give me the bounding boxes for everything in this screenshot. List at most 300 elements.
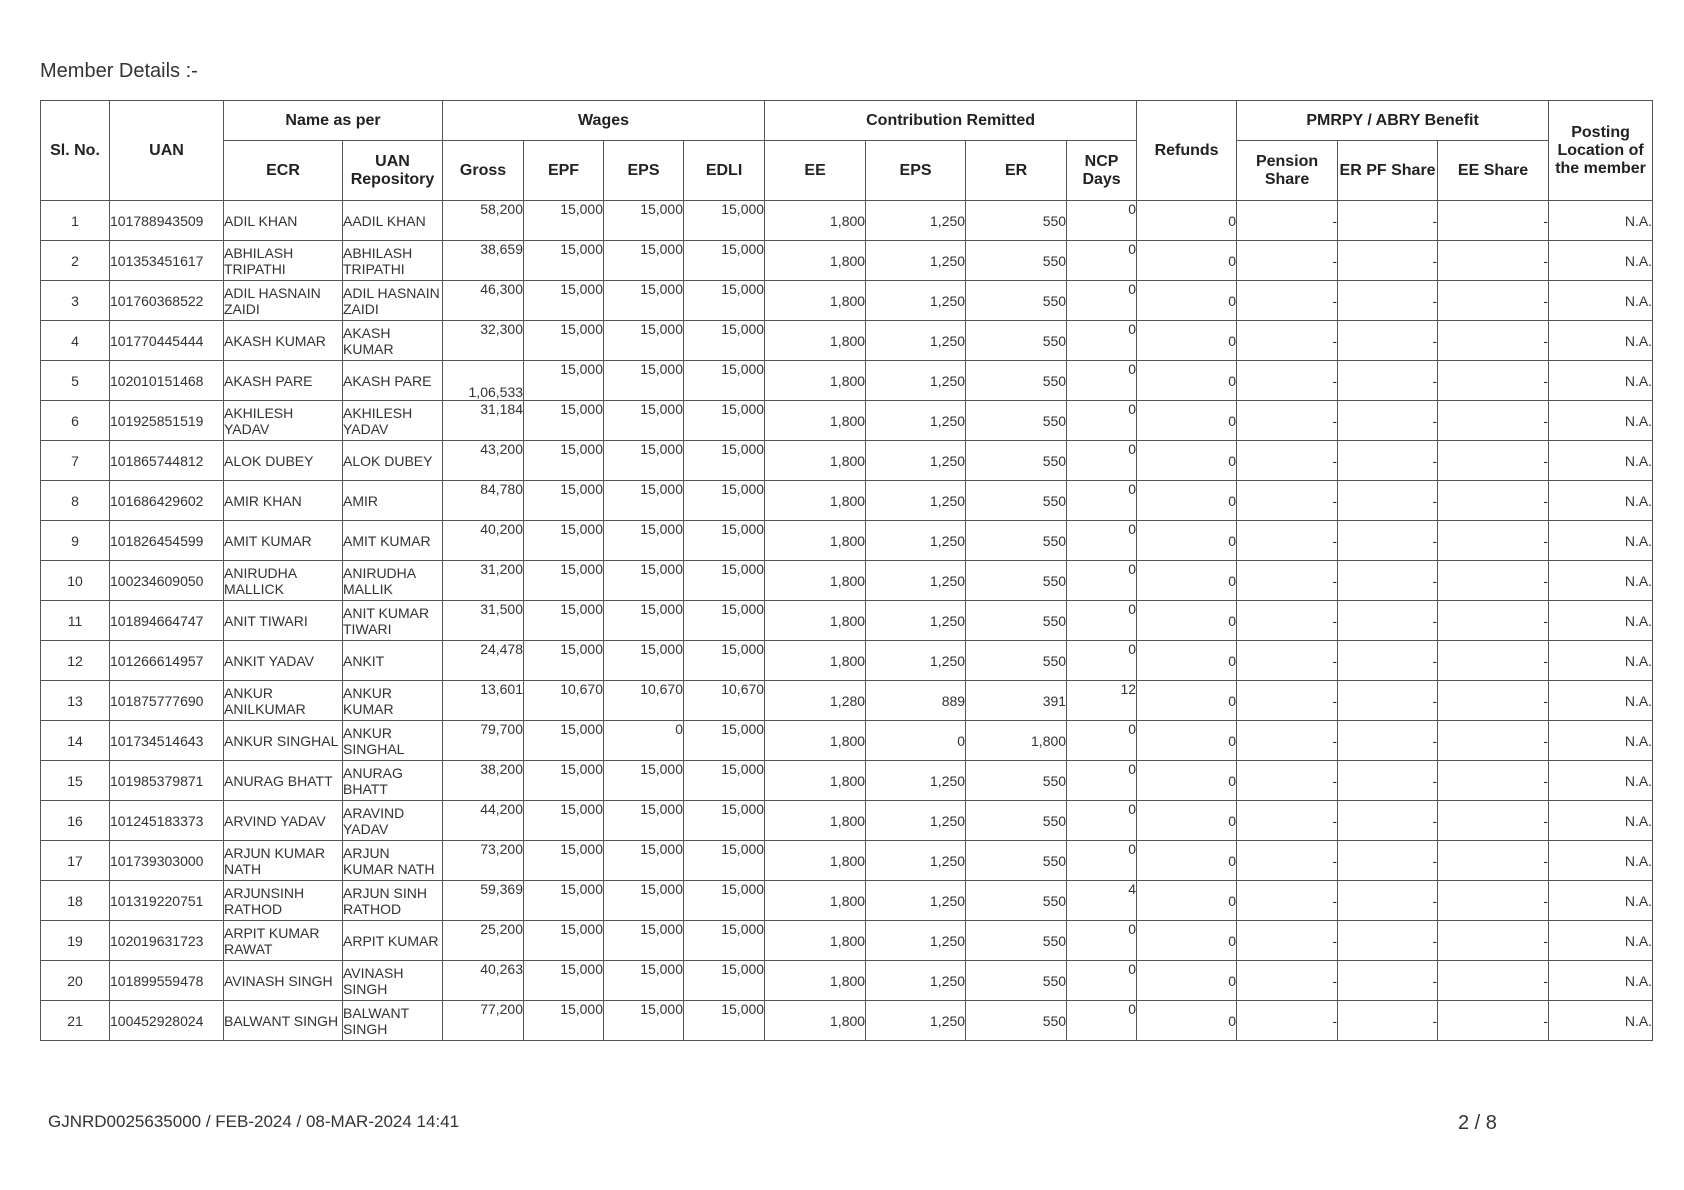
cell-sl-no: 4 bbox=[41, 321, 110, 361]
cell-refunds: 0 bbox=[1137, 721, 1237, 761]
cell-epf: 15,000 bbox=[524, 201, 604, 241]
table-row bbox=[41, 401, 1653, 441]
cell-ncp-days: 0 bbox=[1067, 241, 1137, 281]
cell-name-uan-repository: ADIL HASNAIN ZAIDI bbox=[343, 281, 443, 321]
cell-uan: 102019631723 bbox=[110, 921, 224, 961]
cell-gross: 1,06,533 bbox=[443, 361, 524, 401]
cell-uan: 101770445444 bbox=[110, 321, 224, 361]
cell-pension-share: - bbox=[1237, 641, 1338, 681]
table-row bbox=[41, 801, 1653, 841]
cell-uan: 101925851519 bbox=[110, 401, 224, 441]
cell-gross: 77,200 bbox=[443, 1001, 524, 1041]
cell-eps-contribution: 1,250 bbox=[866, 441, 966, 481]
cell-eps-contribution: 1,250 bbox=[866, 361, 966, 401]
cell-uan: 101894664747 bbox=[110, 601, 224, 641]
cell-er-pf-share: - bbox=[1338, 241, 1438, 281]
cell-edli: 15,000 bbox=[684, 201, 765, 241]
cell-pension-share: - bbox=[1237, 761, 1338, 801]
cell-uan: 101985379871 bbox=[110, 761, 224, 801]
cell-eps-wages: 0 bbox=[604, 721, 684, 761]
cell-ncp-days: 0 bbox=[1067, 961, 1137, 1001]
cell-refunds: 0 bbox=[1137, 841, 1237, 881]
cell-uan: 101826454599 bbox=[110, 521, 224, 561]
cell-gross: 44,200 bbox=[443, 801, 524, 841]
cell-name-ecr: AMIR KHAN bbox=[224, 481, 343, 521]
cell-gross: 84,780 bbox=[443, 481, 524, 521]
cell-eps-wages: 15,000 bbox=[604, 601, 684, 641]
cell-pension-share: - bbox=[1237, 281, 1338, 321]
cell-refunds: 0 bbox=[1137, 561, 1237, 601]
cell-posting-location: N.A. bbox=[1549, 921, 1653, 961]
cell-pension-share: - bbox=[1237, 561, 1338, 601]
cell-edli: 15,000 bbox=[684, 321, 765, 361]
header-eps-wages: EPS bbox=[604, 141, 684, 201]
cell-ncp-days: 0 bbox=[1067, 561, 1137, 601]
cell-epf: 10,670 bbox=[524, 681, 604, 721]
cell-er: 550 bbox=[966, 601, 1067, 641]
header-pension-share: Pension Share bbox=[1237, 141, 1338, 201]
cell-eps-wages: 15,000 bbox=[604, 1001, 684, 1041]
cell-ee-share: - bbox=[1438, 561, 1549, 601]
cell-ncp-days: 0 bbox=[1067, 401, 1137, 441]
cell-er-pf-share: - bbox=[1338, 641, 1438, 681]
cell-sl-no: 6 bbox=[41, 401, 110, 441]
cell-epf: 15,000 bbox=[524, 601, 604, 641]
cell-edli: 15,000 bbox=[684, 281, 765, 321]
cell-edli: 15,000 bbox=[684, 961, 765, 1001]
cell-ncp-days: 0 bbox=[1067, 1001, 1137, 1041]
cell-er: 550 bbox=[966, 761, 1067, 801]
cell-ee-share: - bbox=[1438, 921, 1549, 961]
cell-er: 550 bbox=[966, 201, 1067, 241]
cell-eps-contribution: 1,250 bbox=[866, 881, 966, 921]
cell-uan: 101788943509 bbox=[110, 201, 224, 241]
cell-pension-share: - bbox=[1237, 841, 1338, 881]
cell-ncp-days: 4 bbox=[1067, 881, 1137, 921]
cell-er-pf-share: - bbox=[1338, 841, 1438, 881]
cell-uan: 101875777690 bbox=[110, 681, 224, 721]
cell-posting-location: N.A. bbox=[1549, 641, 1653, 681]
cell-epf: 15,000 bbox=[524, 841, 604, 881]
cell-refunds: 0 bbox=[1137, 641, 1237, 681]
cell-er: 550 bbox=[966, 841, 1067, 881]
cell-eps-wages: 15,000 bbox=[604, 321, 684, 361]
header-sl-no: Sl. No. bbox=[41, 101, 110, 201]
cell-er-pf-share: - bbox=[1338, 921, 1438, 961]
cell-uan: 101739303000 bbox=[110, 841, 224, 881]
cell-sl-no: 3 bbox=[41, 281, 110, 321]
cell-edli: 15,000 bbox=[684, 921, 765, 961]
cell-ncp-days: 0 bbox=[1067, 321, 1137, 361]
cell-ee: 1,800 bbox=[765, 561, 866, 601]
table-row bbox=[41, 921, 1653, 961]
cell-edli: 15,000 bbox=[684, 841, 765, 881]
cell-edli: 15,000 bbox=[684, 521, 765, 561]
cell-er-pf-share: - bbox=[1338, 281, 1438, 321]
cell-edli: 15,000 bbox=[684, 561, 765, 601]
cell-name-ecr: ALOK DUBEY bbox=[224, 441, 343, 481]
table-row bbox=[41, 561, 1653, 601]
cell-edli: 15,000 bbox=[684, 401, 765, 441]
cell-eps-wages: 10,670 bbox=[604, 681, 684, 721]
cell-sl-no: 13 bbox=[41, 681, 110, 721]
cell-name-ecr: BALWANT SINGH bbox=[224, 1001, 343, 1041]
cell-eps-wages: 15,000 bbox=[604, 441, 684, 481]
cell-edli: 15,000 bbox=[684, 801, 765, 841]
cell-eps-contribution: 889 bbox=[866, 681, 966, 721]
cell-name-uan-repository: ABHILASH TRIPATHI bbox=[343, 241, 443, 281]
table-row bbox=[41, 601, 1653, 641]
cell-ee: 1,280 bbox=[765, 681, 866, 721]
cell-er-pf-share: - bbox=[1338, 361, 1438, 401]
cell-refunds: 0 bbox=[1137, 401, 1237, 441]
cell-edli: 15,000 bbox=[684, 761, 765, 801]
cell-pension-share: - bbox=[1237, 1001, 1338, 1041]
cell-eps-wages: 15,000 bbox=[604, 281, 684, 321]
cell-uan: 101734514643 bbox=[110, 721, 224, 761]
cell-er-pf-share: - bbox=[1338, 401, 1438, 441]
header-pmrpy-abry-benefit: PMRPY / ABRY Benefit bbox=[1237, 101, 1549, 141]
cell-ee-share: - bbox=[1438, 201, 1549, 241]
cell-ee-share: - bbox=[1438, 881, 1549, 921]
cell-refunds: 0 bbox=[1137, 441, 1237, 481]
cell-posting-location: N.A. bbox=[1549, 561, 1653, 601]
cell-epf: 15,000 bbox=[524, 881, 604, 921]
cell-gross: 24,478 bbox=[443, 641, 524, 681]
header-posting-location: Posting Location of the member bbox=[1549, 101, 1653, 201]
cell-gross: 31,184 bbox=[443, 401, 524, 441]
cell-ee: 1,800 bbox=[765, 841, 866, 881]
cell-er: 550 bbox=[966, 481, 1067, 521]
cell-epf: 15,000 bbox=[524, 481, 604, 521]
cell-uan: 100452928024 bbox=[110, 1001, 224, 1041]
cell-name-uan-repository: AADIL KHAN bbox=[343, 201, 443, 241]
table-row bbox=[41, 361, 1653, 401]
cell-ncp-days: 12 bbox=[1067, 681, 1137, 721]
cell-ee: 1,800 bbox=[765, 961, 866, 1001]
cell-name-uan-repository: ARJUN SINH RATHOD bbox=[343, 881, 443, 921]
table-header bbox=[41, 101, 1653, 201]
cell-er-pf-share: - bbox=[1338, 441, 1438, 481]
header-gross: Gross bbox=[443, 141, 524, 201]
table-row bbox=[41, 481, 1653, 521]
cell-pension-share: - bbox=[1237, 921, 1338, 961]
cell-ee: 1,800 bbox=[765, 201, 866, 241]
cell-name-uan-repository: ANIT KUMAR TIWARI bbox=[343, 601, 443, 641]
cell-er: 550 bbox=[966, 881, 1067, 921]
cell-eps-wages: 15,000 bbox=[604, 961, 684, 1001]
cell-eps-contribution: 1,250 bbox=[866, 761, 966, 801]
cell-posting-location: N.A. bbox=[1549, 961, 1653, 1001]
cell-refunds: 0 bbox=[1137, 481, 1237, 521]
cell-uan: 101319220751 bbox=[110, 881, 224, 921]
cell-name-uan-repository: ANKUR SINGHAL bbox=[343, 721, 443, 761]
cell-pension-share: - bbox=[1237, 601, 1338, 641]
cell-eps-wages: 15,000 bbox=[604, 921, 684, 961]
cell-eps-contribution: 1,250 bbox=[866, 601, 966, 641]
cell-name-uan-repository: ARJUN KUMAR NATH bbox=[343, 841, 443, 881]
cell-er-pf-share: - bbox=[1338, 1001, 1438, 1041]
cell-pension-share: - bbox=[1237, 481, 1338, 521]
cell-edli: 15,000 bbox=[684, 721, 765, 761]
cell-sl-no: 18 bbox=[41, 881, 110, 921]
cell-posting-location: N.A. bbox=[1549, 681, 1653, 721]
cell-epf: 15,000 bbox=[524, 1001, 604, 1041]
cell-uan: 100234609050 bbox=[110, 561, 224, 601]
cell-sl-no: 9 bbox=[41, 521, 110, 561]
cell-er: 550 bbox=[966, 281, 1067, 321]
cell-name-ecr: ABHILASH TRIPATHI bbox=[224, 241, 343, 281]
cell-pension-share: - bbox=[1237, 361, 1338, 401]
cell-er: 550 bbox=[966, 801, 1067, 841]
cell-refunds: 0 bbox=[1137, 521, 1237, 561]
cell-ee: 1,800 bbox=[765, 241, 866, 281]
cell-ncp-days: 0 bbox=[1067, 601, 1137, 641]
cell-refunds: 0 bbox=[1137, 281, 1237, 321]
cell-name-uan-repository: AKHILESH YADAV bbox=[343, 401, 443, 441]
cell-uan: 102010151468 bbox=[110, 361, 224, 401]
cell-ee-share: - bbox=[1438, 281, 1549, 321]
header-contribution-remitted: Contribution Remitted bbox=[765, 101, 1137, 141]
cell-name-ecr: ARPIT KUMAR RAWAT bbox=[224, 921, 343, 961]
cell-ee: 1,800 bbox=[765, 761, 866, 801]
cell-edli: 15,000 bbox=[684, 441, 765, 481]
cell-er-pf-share: - bbox=[1338, 521, 1438, 561]
header-ee: EE bbox=[765, 141, 866, 201]
cell-sl-no: 16 bbox=[41, 801, 110, 841]
cell-ee-share: - bbox=[1438, 481, 1549, 521]
cell-uan: 101865744812 bbox=[110, 441, 224, 481]
cell-gross: 73,200 bbox=[443, 841, 524, 881]
cell-er-pf-share: - bbox=[1338, 201, 1438, 241]
cell-eps-wages: 15,000 bbox=[604, 841, 684, 881]
cell-er-pf-share: - bbox=[1338, 481, 1438, 521]
cell-name-uan-repository: ANIRUDHA MALLIK bbox=[343, 561, 443, 601]
cell-name-ecr: ANIT TIWARI bbox=[224, 601, 343, 641]
cell-ee: 1,800 bbox=[765, 361, 866, 401]
cell-refunds: 0 bbox=[1137, 761, 1237, 801]
table-row bbox=[41, 841, 1653, 881]
cell-ncp-days: 0 bbox=[1067, 801, 1137, 841]
cell-sl-no: 21 bbox=[41, 1001, 110, 1041]
table-row bbox=[41, 681, 1653, 721]
cell-eps-contribution: 1,250 bbox=[866, 641, 966, 681]
cell-name-uan-repository: BALWANT SINGH bbox=[343, 1001, 443, 1041]
cell-epf: 15,000 bbox=[524, 641, 604, 681]
header-wages: Wages bbox=[443, 101, 765, 141]
cell-eps-contribution: 1,250 bbox=[866, 481, 966, 521]
cell-ee-share: - bbox=[1438, 361, 1549, 401]
cell-er-pf-share: - bbox=[1338, 761, 1438, 801]
cell-er-pf-share: - bbox=[1338, 561, 1438, 601]
cell-name-uan-repository: AKASH KUMAR bbox=[343, 321, 443, 361]
cell-name-uan-repository: ANURAG BHATT bbox=[343, 761, 443, 801]
cell-ee: 1,800 bbox=[765, 321, 866, 361]
cell-pension-share: - bbox=[1237, 201, 1338, 241]
cell-eps-contribution: 1,250 bbox=[866, 561, 966, 601]
cell-refunds: 0 bbox=[1137, 921, 1237, 961]
cell-ee: 1,800 bbox=[765, 401, 866, 441]
cell-name-uan-repository: AMIR bbox=[343, 481, 443, 521]
cell-pension-share: - bbox=[1237, 801, 1338, 841]
cell-gross: 40,263 bbox=[443, 961, 524, 1001]
table-row bbox=[41, 961, 1653, 1001]
header-epf: EPF bbox=[524, 141, 604, 201]
cell-er-pf-share: - bbox=[1338, 681, 1438, 721]
cell-name-uan-repository: ANKUR KUMAR bbox=[343, 681, 443, 721]
cell-name-ecr: ARJUNSINH RATHOD bbox=[224, 881, 343, 921]
cell-gross: 46,300 bbox=[443, 281, 524, 321]
cell-ee-share: - bbox=[1438, 761, 1549, 801]
cell-er-pf-share: - bbox=[1338, 601, 1438, 641]
cell-gross: 40,200 bbox=[443, 521, 524, 561]
cell-eps-contribution: 1,250 bbox=[866, 281, 966, 321]
table-row bbox=[41, 201, 1653, 241]
cell-ncp-days: 0 bbox=[1067, 201, 1137, 241]
cell-pension-share: - bbox=[1237, 241, 1338, 281]
cell-er: 550 bbox=[966, 921, 1067, 961]
cell-uan: 101760368522 bbox=[110, 281, 224, 321]
cell-er-pf-share: - bbox=[1338, 321, 1438, 361]
cell-sl-no: 11 bbox=[41, 601, 110, 641]
cell-name-uan-repository: AKASH PARE bbox=[343, 361, 443, 401]
cell-eps-wages: 15,000 bbox=[604, 561, 684, 601]
cell-name-ecr: AKHILESH YADAV bbox=[224, 401, 343, 441]
cell-er: 550 bbox=[966, 361, 1067, 401]
cell-sl-no: 12 bbox=[41, 641, 110, 681]
cell-ncp-days: 0 bbox=[1067, 921, 1137, 961]
cell-name-ecr: AKASH PARE bbox=[224, 361, 343, 401]
section-title: Member Details :- bbox=[40, 60, 198, 82]
cell-ee-share: - bbox=[1438, 841, 1549, 881]
cell-gross: 25,200 bbox=[443, 921, 524, 961]
cell-posting-location: N.A. bbox=[1549, 801, 1653, 841]
cell-eps-wages: 15,000 bbox=[604, 201, 684, 241]
cell-eps-wages: 15,000 bbox=[604, 641, 684, 681]
cell-gross: 58,200 bbox=[443, 201, 524, 241]
cell-edli: 15,000 bbox=[684, 881, 765, 921]
cell-uan: 101245183373 bbox=[110, 801, 224, 841]
cell-gross: 43,200 bbox=[443, 441, 524, 481]
cell-eps-contribution: 1,250 bbox=[866, 201, 966, 241]
cell-sl-no: 14 bbox=[41, 721, 110, 761]
cell-ncp-days: 0 bbox=[1067, 441, 1137, 481]
cell-ee: 1,800 bbox=[765, 441, 866, 481]
cell-eps-wages: 15,000 bbox=[604, 361, 684, 401]
cell-eps-contribution: 1,250 bbox=[866, 321, 966, 361]
cell-eps-contribution: 1,250 bbox=[866, 961, 966, 1001]
cell-ee: 1,800 bbox=[765, 521, 866, 561]
cell-posting-location: N.A. bbox=[1549, 401, 1653, 441]
cell-pension-share: - bbox=[1237, 681, 1338, 721]
table-row bbox=[41, 721, 1653, 761]
cell-eps-contribution: 1,250 bbox=[866, 1001, 966, 1041]
header-ee-share: EE Share bbox=[1438, 141, 1549, 201]
cell-sl-no: 19 bbox=[41, 921, 110, 961]
cell-posting-location: N.A. bbox=[1549, 761, 1653, 801]
cell-ee-share: - bbox=[1438, 401, 1549, 441]
cell-eps-contribution: 0 bbox=[866, 721, 966, 761]
cell-ee-share: - bbox=[1438, 321, 1549, 361]
table-row bbox=[41, 441, 1653, 481]
cell-epf: 15,000 bbox=[524, 241, 604, 281]
cell-sl-no: 15 bbox=[41, 761, 110, 801]
footer-reference: GJNRD0025635000 / FEB-2024 / 08-MAR-2024 14:41 bbox=[48, 1112, 460, 1131]
cell-er: 550 bbox=[966, 1001, 1067, 1041]
cell-name-ecr: ANKIT YADAV bbox=[224, 641, 343, 681]
cell-ncp-days: 0 bbox=[1067, 281, 1137, 321]
table-row bbox=[41, 321, 1653, 361]
cell-ee-share: - bbox=[1438, 961, 1549, 1001]
cell-ncp-days: 0 bbox=[1067, 721, 1137, 761]
cell-epf: 15,000 bbox=[524, 321, 604, 361]
cell-ee-share: - bbox=[1438, 241, 1549, 281]
cell-refunds: 0 bbox=[1137, 961, 1237, 1001]
cell-er-pf-share: - bbox=[1338, 721, 1438, 761]
cell-epf: 15,000 bbox=[524, 281, 604, 321]
cell-edli: 15,000 bbox=[684, 241, 765, 281]
cell-ncp-days: 0 bbox=[1067, 841, 1137, 881]
cell-er: 550 bbox=[966, 641, 1067, 681]
cell-gross: 31,500 bbox=[443, 601, 524, 641]
cell-ee-share: - bbox=[1438, 801, 1549, 841]
cell-er: 550 bbox=[966, 961, 1067, 1001]
cell-eps-wages: 15,000 bbox=[604, 761, 684, 801]
cell-posting-location: N.A. bbox=[1549, 1001, 1653, 1041]
cell-name-uan-repository: AVINASH SINGH bbox=[343, 961, 443, 1001]
cell-ee-share: - bbox=[1438, 641, 1549, 681]
cell-name-ecr: AKASH KUMAR bbox=[224, 321, 343, 361]
cell-ee-share: - bbox=[1438, 681, 1549, 721]
cell-pension-share: - bbox=[1237, 721, 1338, 761]
cell-ee-share: - bbox=[1438, 441, 1549, 481]
table-row bbox=[41, 641, 1653, 681]
cell-epf: 15,000 bbox=[524, 361, 604, 401]
cell-gross: 31,200 bbox=[443, 561, 524, 601]
cell-posting-location: N.A. bbox=[1549, 721, 1653, 761]
cell-refunds: 0 bbox=[1137, 881, 1237, 921]
cell-er: 550 bbox=[966, 321, 1067, 361]
header-edli: EDLI bbox=[684, 141, 765, 201]
cell-posting-location: N.A. bbox=[1549, 361, 1653, 401]
header-er: ER bbox=[966, 141, 1067, 201]
cell-name-ecr: ADIL HASNAIN ZAIDI bbox=[224, 281, 343, 321]
cell-name-ecr: AMIT KUMAR bbox=[224, 521, 343, 561]
cell-ee: 1,800 bbox=[765, 921, 866, 961]
header-uan-repository: UAN Repository bbox=[343, 141, 443, 201]
cell-eps-wages: 15,000 bbox=[604, 401, 684, 441]
cell-name-ecr: ADIL KHAN bbox=[224, 201, 343, 241]
cell-pension-share: - bbox=[1237, 961, 1338, 1001]
table-row bbox=[41, 281, 1653, 321]
cell-ee: 1,800 bbox=[765, 1001, 866, 1041]
cell-refunds: 0 bbox=[1137, 201, 1237, 241]
cell-ee-share: - bbox=[1438, 521, 1549, 561]
cell-ee-share: - bbox=[1438, 601, 1549, 641]
table-row bbox=[41, 881, 1653, 921]
cell-epf: 15,000 bbox=[524, 721, 604, 761]
cell-ee-share: - bbox=[1438, 721, 1549, 761]
cell-epf: 15,000 bbox=[524, 561, 604, 601]
cell-name-ecr: ANURAG BHATT bbox=[224, 761, 343, 801]
cell-posting-location: N.A. bbox=[1549, 441, 1653, 481]
cell-refunds: 0 bbox=[1137, 361, 1237, 401]
cell-sl-no: 7 bbox=[41, 441, 110, 481]
cell-posting-location: N.A. bbox=[1549, 601, 1653, 641]
cell-sl-no: 17 bbox=[41, 841, 110, 881]
cell-er: 550 bbox=[966, 521, 1067, 561]
cell-ee: 1,800 bbox=[765, 601, 866, 641]
